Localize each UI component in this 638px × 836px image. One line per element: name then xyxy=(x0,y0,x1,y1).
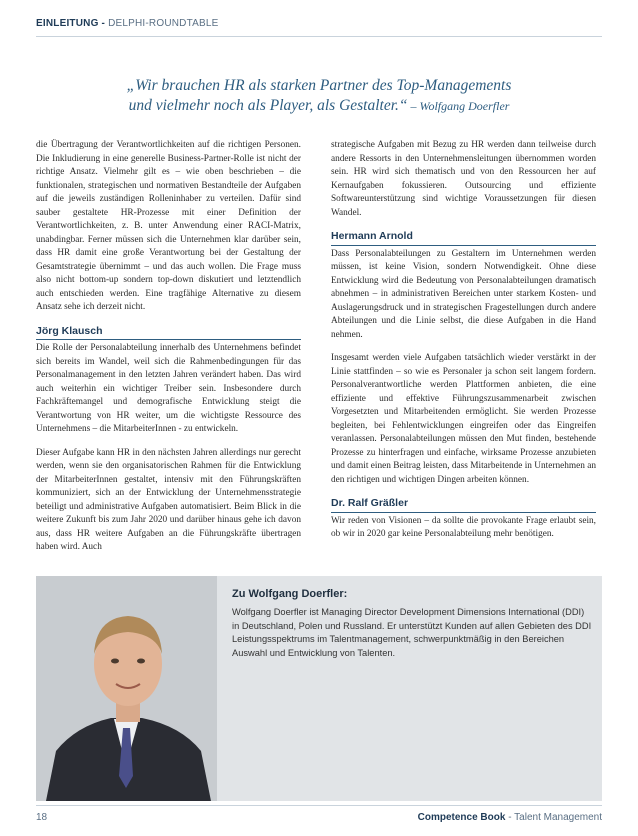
left-column xyxy=(36,139,301,565)
speaker-heading-arnold: Hermann Arnold xyxy=(331,230,413,242)
left-paragraph-3: Dieser Aufgabe kann HR in den nächsten Jahren allerdings nur gerecht werden, wenn sie den organisatorischen Rahmen für die Entwicklung der MitarbeiterInnen gestaltet, intensiv mit den Führungskräften kommuniziert, sich an der Entwicklung der Unternehmensstrategie beteiligt und administrative Aufgaben automatisiert. Beim Blick in die weitere Zukunft bis zum Jahr 2020 und darüber hinaus gehe ich davon aus, dass HR weitere Aufgaben an die Führungskräfte übertragen haben wird. Auch xyxy=(36,447,301,552)
right-paragraph-1: strategische Aufgaben mit Bezug zu HR werden dann teilweise durch andere Ressorts in den Unternehmensleitungen übernommen worden sein. HR wird sich thematisch und von den Ressourcen her auf Kernaufgaben fokussieren. Outsourcing und effiziente Softwareunterstützung sind wichtige Voraussetzungen für diesen Wandel. xyxy=(331,140,596,218)
right-paragraph-4: Wir reden von Visionen – da sollte die provokante Frage erlaubt sein, ob wir in 2020 gar keine Personalabteilung mehr benötigen. xyxy=(331,515,596,539)
right-column xyxy=(331,139,596,552)
quote-author: Wolfgang Doerfler xyxy=(419,99,510,113)
speaker-underline xyxy=(36,339,301,340)
left-paragraph-2: Die Rolle der Personalabteilung innerhalb des Unternehmens befindet sich bereits im Wandel, weil sich die Rahmenbedingungen für das Personalmanagement in den letzten Jahren verändert haben. Das wird auch weiterhin ein wichtiger Treiber sein. Insbesondere durch Fachkräftemangel und demografische Entwicklung steigt die Verantwortung von HR weiter, um die wichtigste Ressource des Unternehmens – die MitarbeiterInnen - zu entwickeln. xyxy=(36,343,301,434)
portrait-photo xyxy=(36,576,217,801)
book-name: Competence Book xyxy=(417,812,506,823)
portrait-illustration xyxy=(36,576,217,801)
subsection-label: DELPHI-ROUNDTABLE xyxy=(108,18,219,29)
book-subtitle: Talent Management xyxy=(514,812,602,823)
section-separator: - xyxy=(98,18,109,29)
quote-dash: – xyxy=(407,99,420,113)
left-paragraph-1: die Übertragung der Verantwortlichkeiten auf die richtigen Personen. Die Inkludierung in eine generelle Business-Partner-Rolle ist nicht der richtige Ansatz. Vielmehr gilt es – wie oben beschrieben – die funktionalen, strategischen und normativen Bestandteile der Aufgaben auf die jeweils zuständigen Rolleninhaber zu verteilen. Dafür sind sauber gestaltete HR-Prozesse mit einer Definition der Verantwortlichkeiten, z. B. unter Anwendung einer RACI-Matrix, unabdingbar. Ferner müssen sich die Unternehmen klar darüber sein, dass HR damit eine große Verantwortung bei der Gestaltung der Gesamtstrategie übernimmt – und das auch wollen. Die Frage muss also nicht bottom-up sondern top-down diskutiert und letztendlich auch entschieden werden. Eine tragfähige Alternative zu diesem Ansatz sehe ich derzeit nicht. xyxy=(36,140,301,312)
speaker-heading-graessler: Dr. Ralf Gräßler xyxy=(331,497,409,509)
bio-body: Wolfgang Doerfler ist Managing Director Development Dimensions International (DDI) in Deutschland, Polen und Russland. Er unterstützt Kunden auf allen Gebieten des DDI Leistungsspektrums im Talentmanagement, schwerpunktmäßig in den Bereichen Auswahl und Entwicklung von Talenten. xyxy=(232,607,592,658)
page-number: 18 xyxy=(36,812,48,823)
quote-line-1: „Wir brauchen HR als starken Partner des Top-Managements xyxy=(126,77,512,94)
book-separator: - xyxy=(505,812,515,823)
speaker-heading-klausch: Jörg Klausch xyxy=(36,324,103,337)
quote-line-2: und vielmehr noch als Player, als Gestalter.“ xyxy=(128,97,408,114)
pull-quote xyxy=(36,76,602,116)
section-label: EINLEITUNG xyxy=(36,18,99,29)
bio-text xyxy=(232,588,592,660)
right-paragraph-2: Dass Personalabteilungen zu Gestaltern im Unternehmen werden müssen, ist keine Vision, sondern Notwendigkeit. Ohne diese Entwicklung wird die Bedeutung von Personalabteilungen dramatisch abnehmen – in administrativen Bereichen unter starkem Kosten- und Auslagerungsdruck und in strategischen Fragestellungen durch andere Abteilungen und die Linie selbst, die diese Aufgaben in die Hand nehmen. xyxy=(331,248,596,340)
speaker-underline xyxy=(331,512,596,513)
section-header xyxy=(36,18,219,29)
quote-line-2-wrap xyxy=(36,96,602,116)
book-title xyxy=(418,812,602,823)
bio-title: Zu Wolfgang Doerfler: xyxy=(232,588,348,600)
header-divider xyxy=(36,36,602,37)
speaker-underline xyxy=(331,245,596,246)
page-footer xyxy=(36,805,602,828)
right-paragraph-3: Insgesamt werden viele Aufgaben tatsächlich wieder verstärkt in der Linie stattfinden – so wie es Personaler ja schon seit langem fordern. Personalverantwortliche werden Plattformen anbieten, die eine effiziente und effektive Führungszusammenarbeit zwischen Vorgesetzten und Mitarbeitenden ermöglicht. Sie werden Prozesse begleiten, bei Fehlentwicklungen eingreifen oder das Eingreifen veranlassen. Personalabteilungen müssen den Mut finden, bestehende Prozesse zu hinterfragen und einfache, wirksame Prozesse anzubieten und damit einen Beitrag leisten, dass Mitarbeitende in Unternehmen an den richtigen und wichtigen Dingen arbeiten können. xyxy=(331,353,596,485)
bio-box xyxy=(36,576,602,801)
